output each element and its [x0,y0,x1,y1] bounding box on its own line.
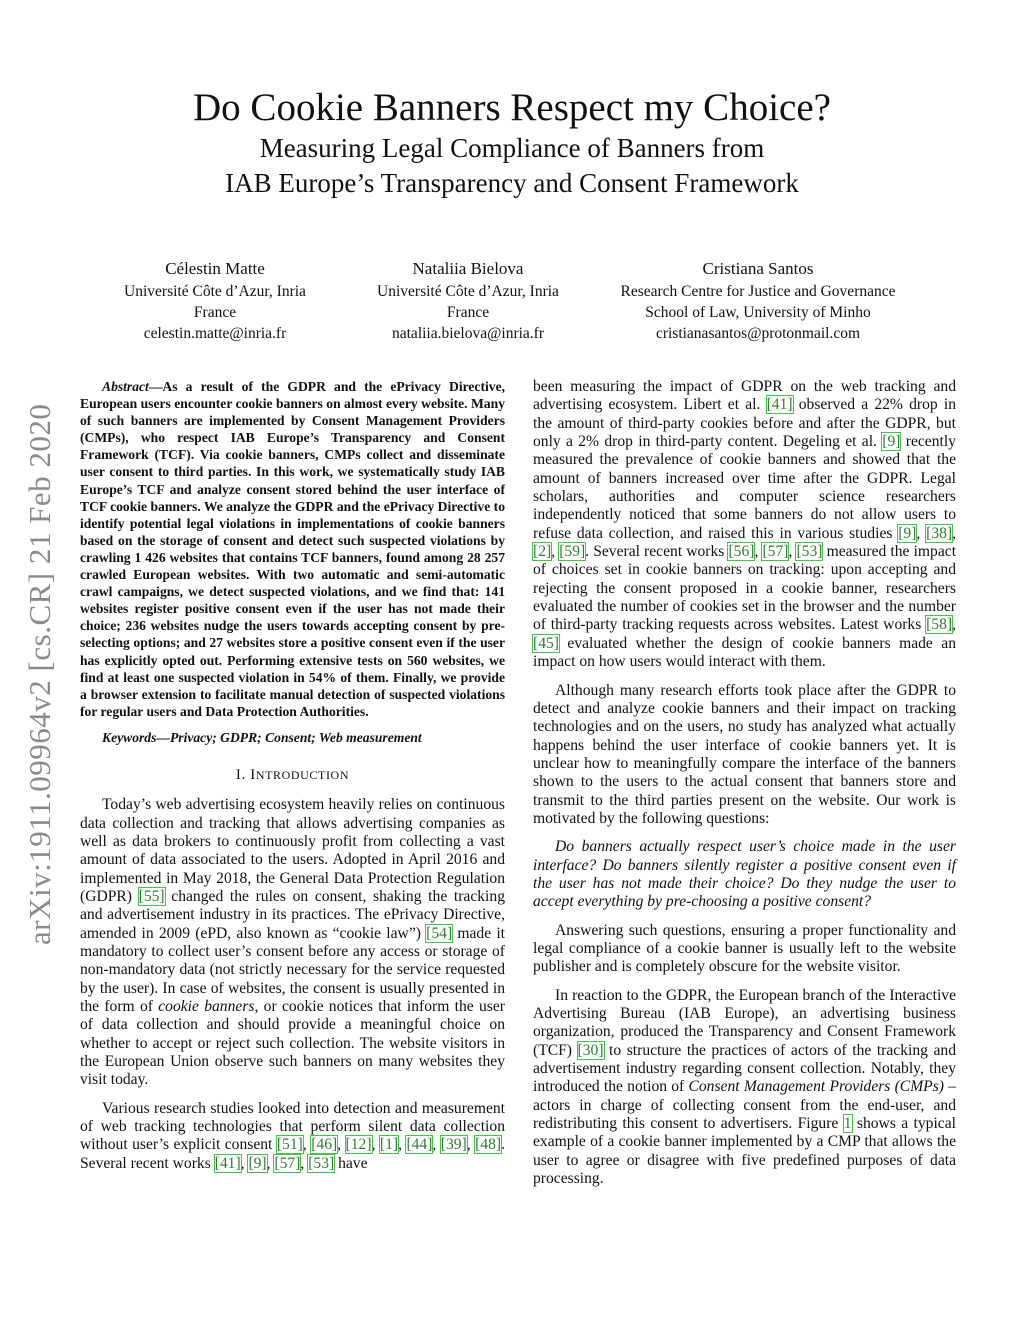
text-run: have [334,1154,368,1172]
citation-link[interactable]: [53] [796,543,823,561]
author-email: cristianasantos@protonmail.com [655,325,861,342]
text-run: . Several recent works [585,543,729,561]
citation-link[interactable]: [9] [898,524,917,542]
citation-link[interactable]: [45] [533,634,559,652]
text-run: to structure the practices of actors of the tracking and advertisement industry regarding consent collection. Notably, they introduced the notion of [533,1041,956,1096]
author-country: France [446,304,490,321]
emphasis-text: Consent Management Providers (CMPs) [688,1078,944,1096]
section-numeral: I. [235,766,246,783]
citation-link[interactable]: [51] [276,1136,303,1154]
paper-subtitle-line-1: Measuring Legal Compliance of Banners from [259,133,765,163]
emphasis-text: cookie banners [158,998,255,1015]
citation-link[interactable]: [44] [406,1136,433,1154]
intro-paragraph-4: Although many research efforts took place after the GDPR to detect and analyze cookie banners and their impact on tracking technologies and on the users, no study has analyzed what actually happens behind the user interface of cookie banners yet. It is unclear how to meaningfully compare the interface of the banners shown to the users to the actual consent that banners store and transmit to the third parties present on the website. Our work is motivated by the following questions: [533,681,956,827]
citation-link[interactable]: [57] [274,1154,301,1172]
text-run: Various research studies looked into detection and measurement of web tracking technologies that perform silent data collection without user’s explicit consent [80,1099,505,1154]
citation-link[interactable]: [39] [440,1136,467,1154]
text-run: evaluated whether the design of cookie banners made an impact on how users would interact with them. [533,634,956,671]
citation-link[interactable]: [55] [138,887,165,905]
paper-title: Do Cookie Banners Respect my Choice? [193,86,831,129]
citation-link[interactable]: [12] [345,1136,372,1154]
citation-link[interactable]: [41] [214,1154,241,1172]
text-run: . Several recent works [80,1136,506,1172]
text-run: observed a 22% drop in the amount of third-party cookies before and after the GDPR, but only a 2% drop in third-party content. Degeling et al. [533,396,956,451]
text-run: been measuring the impact of GDPR on the web tracking and advertising ecosystem. Libert et al. [533,378,956,414]
section-initial: I [250,766,256,783]
citation-link[interactable]: [48] [475,1136,502,1154]
citation-link[interactable]: [57] [762,543,789,561]
section-heading-introduction [80,766,505,784]
text-run: , or cookie notices that inform the user of data collection and should provide a meaningful choice on whether to accept or reject such collection. The website visitors in the European Union observe such banners on many websites they visit today. [80,998,505,1089]
left-column [80,378,505,1183]
intro-paragraph-6 [533,987,956,1189]
arxiv-identifier: arXiv:1911.09964v2 [cs.CR] 21 Feb 2020 [22,403,57,945]
text-run: measured the impact of choices set in cookie banners on tracking: upon accepting and rejecting the consent proposed in a cookie banner, researchers evaluated the number of cookies set in the browser and the number of third-party tracking requests across websites. Latest works [533,543,957,634]
citation-link[interactable]: [58] [926,616,953,634]
author-block [105,258,325,344]
intro-paragraph-5: Answering such questions, ensuring a proper functionality and legal compliance of a cookie banner is usually left to the website publisher and is completely obscure for the website visitor. [533,921,956,976]
citation-link[interactable]: [1] [379,1136,399,1154]
citation-link[interactable]: [46] [311,1136,338,1154]
text-run: In reaction to the GDPR, the European branch of the Interactive Advertising Bureau (IAB Europe), an advertising business organization, produced the Transparency and Consent Framework (TCF) [533,986,956,1059]
text-run: – actors in charge of collecting consent from the end-user, and redistributing this consent to advertisers. Figure [533,1078,957,1133]
author-name: Célestin Matte [165,259,265,278]
intro-paragraph-1 [80,796,505,1090]
author-name: Cristiana Santos [702,259,814,278]
paper-subtitle-line-2: IAB Europe’s Transparency and Consent Framework [225,168,799,198]
author-affiliation: Université Côte d’Azur, Inria [377,283,559,300]
citation-link[interactable]: [53] [308,1154,335,1172]
text-run: recently measured the prevalence of cookie banners and showed that the amount of banners increased over time after the GDPR. Legal scholars, authorities and computer science researchers independently noticed that some banners do not allow users to refuse data collection, and raised this in various studies [533,433,956,542]
title-block [0,85,1024,201]
text-run: changed the rules on consent, shaking the tracking and advertisement industry in its practices. The ePrivacy Directive, amended in 2009 (ePD, also known as “cookie law”) [80,887,505,942]
citation-link[interactable]: [2] [533,543,552,561]
citation-link[interactable]: [54] [426,924,453,942]
author-affiliation: Research Centre for Justice and Governance [620,283,896,300]
figure-link[interactable]: 1 [843,1115,852,1133]
keywords: Keywords—Privacy; GDPR; Consent; Web measurement [102,729,422,745]
citation-link[interactable]: [9] [882,433,901,451]
citation-link[interactable]: [56] [728,543,755,561]
research-questions: Do banners actually respect user’s choice made in the user interface? Do banners silently register a positive consent even if the user has not made their choice? Do they nudge the user to accept everything by pre-choosing a positive consent? [533,838,956,911]
author-block [358,258,578,344]
abstract [80,378,505,720]
text-run: Today’s web advertising ecosystem heavily relies on continuous data collection and tracking that allows advertising companies as well as data brokers to continuously profit from collecting a vast amount of data associated to the users. Adopted in April 2016 and implemented in May 2018, the General Data Protection Regulation (GDPR) [80,796,505,905]
abstract-lead: Abstract [102,379,149,394]
text-run: made it mandatory to collect user’s consent before any access or storage of non-mandatory data (not strictly necessary for the service requested by the user). In case of websites, the consent is usually presented in the form of [80,924,506,1015]
text-run: shows a typical example of a cookie banner implemented by a CMP that allows the user to agree or disagree with five predefined purposes of data processing. [533,1115,956,1188]
section-title-rest: NTRODUCTION [255,767,350,782]
abstract-text: As a result of the GDPR and the ePrivacy Directive, European users encounter cookie banners on almost every website. Many of such banners are implemented by Consent Management Providers (CMPs), who respect IAB Europe’s Transparency and Consent Framework (TCF). Via cookie banners, CMPs collect and disseminate user consent to third parties. In this work, we systematically study IAB Europe’s TCF and analyze consent stored behind the user interface of TCF cookie banners. We analyze the GDPR and the ePrivacy Directive to identify potential legal violations in implementations of cookie banners based on the storage of consent and detect such suspected violations by crawling 1 426 websites that contains TCF banners, found among 28 257 crawled European websites. With two automatic and semi-automatic crawl campaigns, we detect suspected violations, and we find that: 141 websites register positive consent even if the user has not made their choice; 236 websites nudge the users towards accepting consent by pre-selecting options; and 27 websites store a positive consent even if the user has explicitly opted out. Performing extensive tests on 560 websites, we find at least one suspected violation in 54% of them. Finally, we provide a browser extension to facilitate manual detection of suspected violations for regular users and Data Protection Authorities. [80,379,505,719]
citation-link[interactable]: [38] [926,524,953,542]
author-name: Nataliia Bielova [412,259,524,278]
author-email: nataliia.bielova@inria.fr [392,325,544,342]
citation-link[interactable]: [30] [577,1041,604,1059]
intro-paragraph-3: been measuring the impact of GDPR on the web tracking and advertising ecosystem. Libert et al. [41] observed a 22% drop in the amount of third-party cookies before and after the GDPR, but only a 2% drop in third-party content. Degeling et al. [9] recently measured the prevalence of cookie banners and showed that the amount of banners increased over time after the GDPR. Legal scholars, authorities and computer science researchers independently noticed that some banners do not allow users to refuse data collection, and raised this in various studies [9], [38], [2], [59]. Several recent works [56], [57], [53] measured the impact of choices set in cookie banners on tracking: upon accepting and rejecting the consent proposed in a cookie banner, researchers evaluated the number of cookies set in the browser and the number of third-party tracking requests across websites. Latest works [58], [45] evaluated whether the design of cookie banners made an impact on how users would interact with them. [533,378,957,671]
citation-link[interactable]: [41] [766,396,793,414]
author-department: School of Law, University of Minho [645,304,871,321]
citation-link[interactable]: [9] [248,1154,267,1172]
author-country: France [193,304,237,321]
author-email: celestin.matte@inria.fr [143,325,287,342]
right-column [533,378,956,1198]
citation-link[interactable]: [59] [559,543,586,561]
author-block [598,258,918,344]
abstract-dash: — [148,379,163,394]
author-affiliation: Université Côte d’Azur, Inria [124,283,306,300]
intro-paragraph-2: Various research studies looked into detection and measurement of web tracking technologies that perform silent data collection without user’s explicit consent [51], [46], [12], [1], [44], [39], [48]. Several recent works [41], [9], [57], [53] have [80,1099,506,1172]
